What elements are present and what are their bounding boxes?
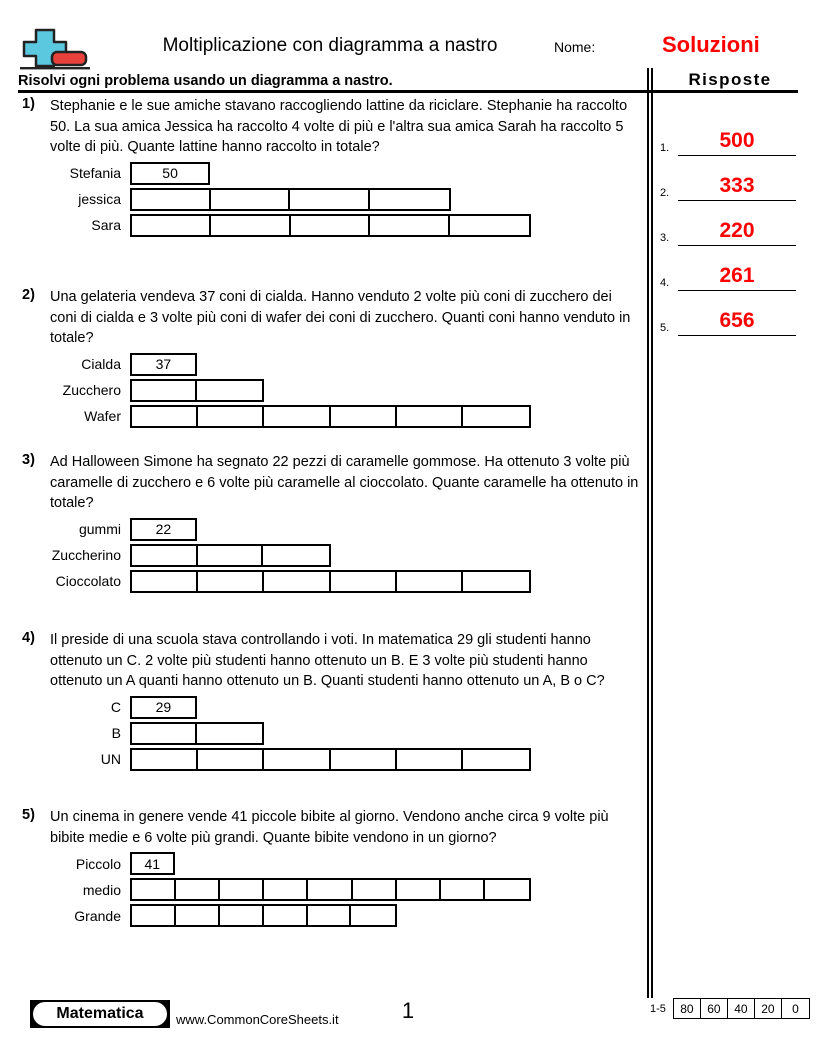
tape-cell[interactable]: 50	[162, 165, 178, 181]
tape-diagram	[18, 517, 642, 594]
problem	[18, 630, 642, 773]
website-url: www.CommonCoreSheets.it	[176, 1012, 339, 1027]
answers-list	[660, 111, 800, 336]
tape-bar[interactable]	[130, 904, 397, 927]
tape-cell[interactable]	[198, 407, 264, 426]
tape-cell[interactable]	[263, 546, 328, 565]
tape-cell[interactable]	[198, 546, 264, 565]
tape-cell[interactable]	[397, 880, 441, 899]
tape-cell[interactable]	[211, 216, 290, 235]
tape-row-label: Piccolo	[75, 855, 121, 872]
tape-row	[18, 747, 642, 772]
answer-number: 1.	[660, 142, 670, 154]
tape-cell[interactable]	[463, 407, 529, 426]
tape-row	[18, 187, 642, 212]
answer-number: 5.	[660, 322, 670, 334]
answer-row	[660, 111, 800, 156]
answer-number: 4.	[660, 277, 670, 289]
tape-diagram	[18, 161, 642, 238]
tape-row-label: UN	[100, 751, 121, 767]
answer-value: 500	[719, 129, 755, 152]
tape-row	[18, 721, 642, 746]
score-key	[650, 998, 810, 1019]
answers-title: Risposte	[670, 70, 790, 93]
tape-row	[18, 695, 642, 720]
answer-number: 3.	[660, 232, 670, 244]
tape-bar[interactable]	[130, 570, 531, 593]
tape-bar[interactable]	[130, 353, 197, 376]
tape-row	[18, 903, 642, 928]
tape-row-label: Zuccherino	[51, 547, 121, 563]
tape-row-label: Wafer	[84, 408, 121, 424]
page-header	[0, 22, 816, 68]
problem-text: Una gelateria vendeva 37 coni di cialda. Hanno venduto 2 volte più coni di zucchero dei coni di cialda e 3 volte più coni di wafer dei coni di zucchero. Quanti coni hanno venduto in totale?	[50, 289, 631, 346]
tape-bar[interactable]	[130, 518, 197, 541]
tape-row-label: B	[111, 725, 121, 741]
tape-cell[interactable]	[397, 572, 463, 591]
answers-panel	[660, 70, 800, 336]
tape-diagram	[18, 695, 642, 772]
tape-cell[interactable]: 37	[155, 356, 172, 372]
answer-value: 333	[719, 174, 755, 197]
problem	[18, 807, 642, 929]
name-label: Nome:	[554, 39, 596, 55]
problem-number: 5)	[22, 807, 35, 823]
tape-cell[interactable]	[211, 190, 290, 209]
tape-row-label: Stefania	[69, 165, 121, 181]
tape-cell[interactable]	[463, 750, 529, 769]
tape-cell[interactable]	[264, 906, 308, 925]
tape-diagram	[18, 851, 642, 928]
score-boxes	[673, 998, 810, 1019]
tape-cell[interactable]	[308, 906, 352, 925]
tape-bar[interactable]	[130, 696, 197, 719]
score-box[interactable]: 20	[755, 999, 782, 1018]
tape-row-label: Cioccolato	[55, 573, 121, 589]
tape-cell[interactable]	[132, 216, 211, 235]
answer-value: 220	[719, 219, 755, 242]
subject-badge-label: Matematica	[33, 1002, 167, 1026]
tape-cell[interactable]	[132, 906, 176, 925]
tape-bar[interactable]	[130, 379, 264, 402]
problem-text: Ad Halloween Simone ha segnato 22 pezzi di caramelle gommose. Ha ottenuto 3 volte più caramelle di zucchero e 6 volte più caramelle al cioccolato. Quante caramelle ha ottenuto in totale?	[50, 454, 639, 511]
answer-rule	[678, 335, 796, 336]
page-footer	[0, 998, 816, 1056]
tape-row-label: medio	[82, 881, 121, 898]
tape-cell[interactable]	[132, 572, 198, 591]
tape-cell[interactable]	[450, 216, 529, 235]
tape-row	[18, 213, 642, 238]
tape-row	[18, 352, 642, 377]
tape-cell[interactable]	[397, 750, 463, 769]
tape-row-label: jessica	[78, 191, 121, 207]
tape-row	[18, 851, 642, 876]
problem-text: Stephanie e le sue amiche stavano raccogliendo lattine da riciclare. Stephanie ha raccolto 50. La sua amica Jessica ha raccolto 4 volte di più e l'altra sua amica Sarah ha raccolto 5 volte di più. Quante lattine hanno raccolto in totale?	[50, 98, 628, 155]
tape-cell[interactable]	[331, 407, 397, 426]
problem-number: 4)	[22, 630, 35, 646]
tape-bar[interactable]	[130, 188, 451, 211]
tape-bar[interactable]	[130, 162, 210, 185]
tape-row	[18, 543, 642, 568]
tape-cell[interactable]	[132, 190, 211, 209]
name-value: Soluzioni	[662, 32, 760, 57]
tape-cell[interactable]: 22	[155, 521, 172, 537]
tape-cell[interactable]	[485, 880, 529, 899]
page-number: 1	[401, 998, 415, 1023]
answer-row	[660, 201, 800, 246]
tape-bar[interactable]	[130, 852, 175, 875]
tape-cell[interactable]	[264, 407, 330, 426]
instructions-text: Risolvi ogni problema usando un diagramma a nastro.	[18, 73, 393, 89]
tape-cell[interactable]	[397, 407, 463, 426]
tape-row	[18, 378, 642, 403]
tape-cell[interactable]	[353, 880, 397, 899]
tape-row-label: Cialda	[81, 356, 121, 372]
tape-cell[interactable]: 41	[144, 855, 161, 872]
score-box[interactable]: 80	[674, 999, 701, 1018]
tape-cell[interactable]	[197, 381, 262, 400]
tape-bar[interactable]	[130, 214, 531, 237]
tape-cell[interactable]	[331, 572, 397, 591]
problem	[18, 96, 642, 239]
tape-cell[interactable]	[220, 880, 264, 899]
tape-cell[interactable]	[220, 906, 264, 925]
problem-number: 1)	[22, 96, 35, 112]
tape-bar[interactable]	[130, 405, 531, 428]
tape-cell[interactable]	[176, 906, 220, 925]
answer-row	[660, 291, 800, 336]
tape-cell[interactable]	[308, 880, 352, 899]
page-title: Moltiplicazione con diagramma a nastro	[162, 35, 498, 56]
tape-cell[interactable]	[132, 381, 197, 400]
tape-cell[interactable]	[331, 750, 397, 769]
answer-row	[660, 156, 800, 201]
score-range-label: 1-5	[650, 1002, 666, 1015]
tape-row	[18, 877, 642, 902]
tape-cell[interactable]	[198, 750, 264, 769]
answer-row	[660, 246, 800, 291]
tape-cell[interactable]	[370, 216, 449, 235]
tape-row-label: Sara	[91, 217, 121, 233]
tape-row-label: Zucchero	[62, 382, 121, 398]
subject-badge	[30, 1000, 170, 1028]
tape-row-label: gummi	[78, 521, 121, 537]
tape-row-label: Grande	[74, 907, 121, 924]
tape-cell[interactable]	[351, 906, 395, 925]
tape-cell[interactable]	[290, 190, 369, 209]
score-box[interactable]: 0	[792, 1001, 799, 1016]
score-box[interactable]: 60	[701, 999, 728, 1018]
tape-cell[interactable]	[198, 572, 264, 591]
answer-value: 261	[719, 264, 755, 287]
tape-row	[18, 161, 642, 186]
tape-bar[interactable]	[130, 878, 531, 901]
tape-cell[interactable]: 29	[155, 699, 172, 715]
tape-cell[interactable]	[132, 724, 197, 743]
tape-cell[interactable]	[441, 880, 485, 899]
problem-text: Un cinema in genere vende 41 piccole bibite al giorno. Vendono anche circa 9 volte più bibite medie e 6 volte più grandi. Quante bibite vendono in un giorno?	[50, 809, 609, 846]
tape-bar[interactable]	[130, 748, 531, 771]
panel-divider	[647, 68, 653, 998]
tape-cell[interactable]	[132, 546, 198, 565]
tape-cell[interactable]	[370, 190, 449, 209]
tape-bar[interactable]	[130, 544, 331, 567]
problem-number: 3)	[22, 452, 35, 468]
tape-cell[interactable]	[197, 724, 262, 743]
tape-bar[interactable]	[130, 722, 264, 745]
tape-cell[interactable]	[132, 407, 198, 426]
tape-row	[18, 569, 642, 594]
problem-text: Il preside di una scuola stava controllando i voti. In matematica 29 gli studenti hanno ottenuto un C. 2 volte più studenti hanno ottenuto un B. E 3 volte più studenti hanno ottenuto un A quanti hanno ottenuto un B. Quanti studenti hanno ottenuto un A, B o C?	[50, 632, 605, 689]
tape-cell[interactable]	[176, 880, 220, 899]
problem-number: 2)	[22, 287, 35, 303]
tape-row	[18, 517, 642, 542]
score-box[interactable]: 40	[728, 999, 755, 1018]
tape-cell[interactable]	[264, 750, 330, 769]
answer-number: 2.	[660, 187, 670, 199]
tape-cell[interactable]	[291, 216, 370, 235]
tape-cell[interactable]	[132, 750, 198, 769]
tape-cell[interactable]	[132, 880, 176, 899]
answer-value: 656	[719, 309, 755, 332]
tape-cell[interactable]	[264, 880, 308, 899]
problem	[18, 452, 642, 595]
tape-cell[interactable]	[264, 572, 330, 591]
problem	[18, 287, 642, 430]
tape-row-label: C	[110, 699, 121, 715]
tape-cell[interactable]	[463, 572, 529, 591]
tape-row	[18, 404, 642, 429]
tape-diagram	[18, 352, 642, 429]
plus-block-logo-icon	[18, 22, 96, 70]
